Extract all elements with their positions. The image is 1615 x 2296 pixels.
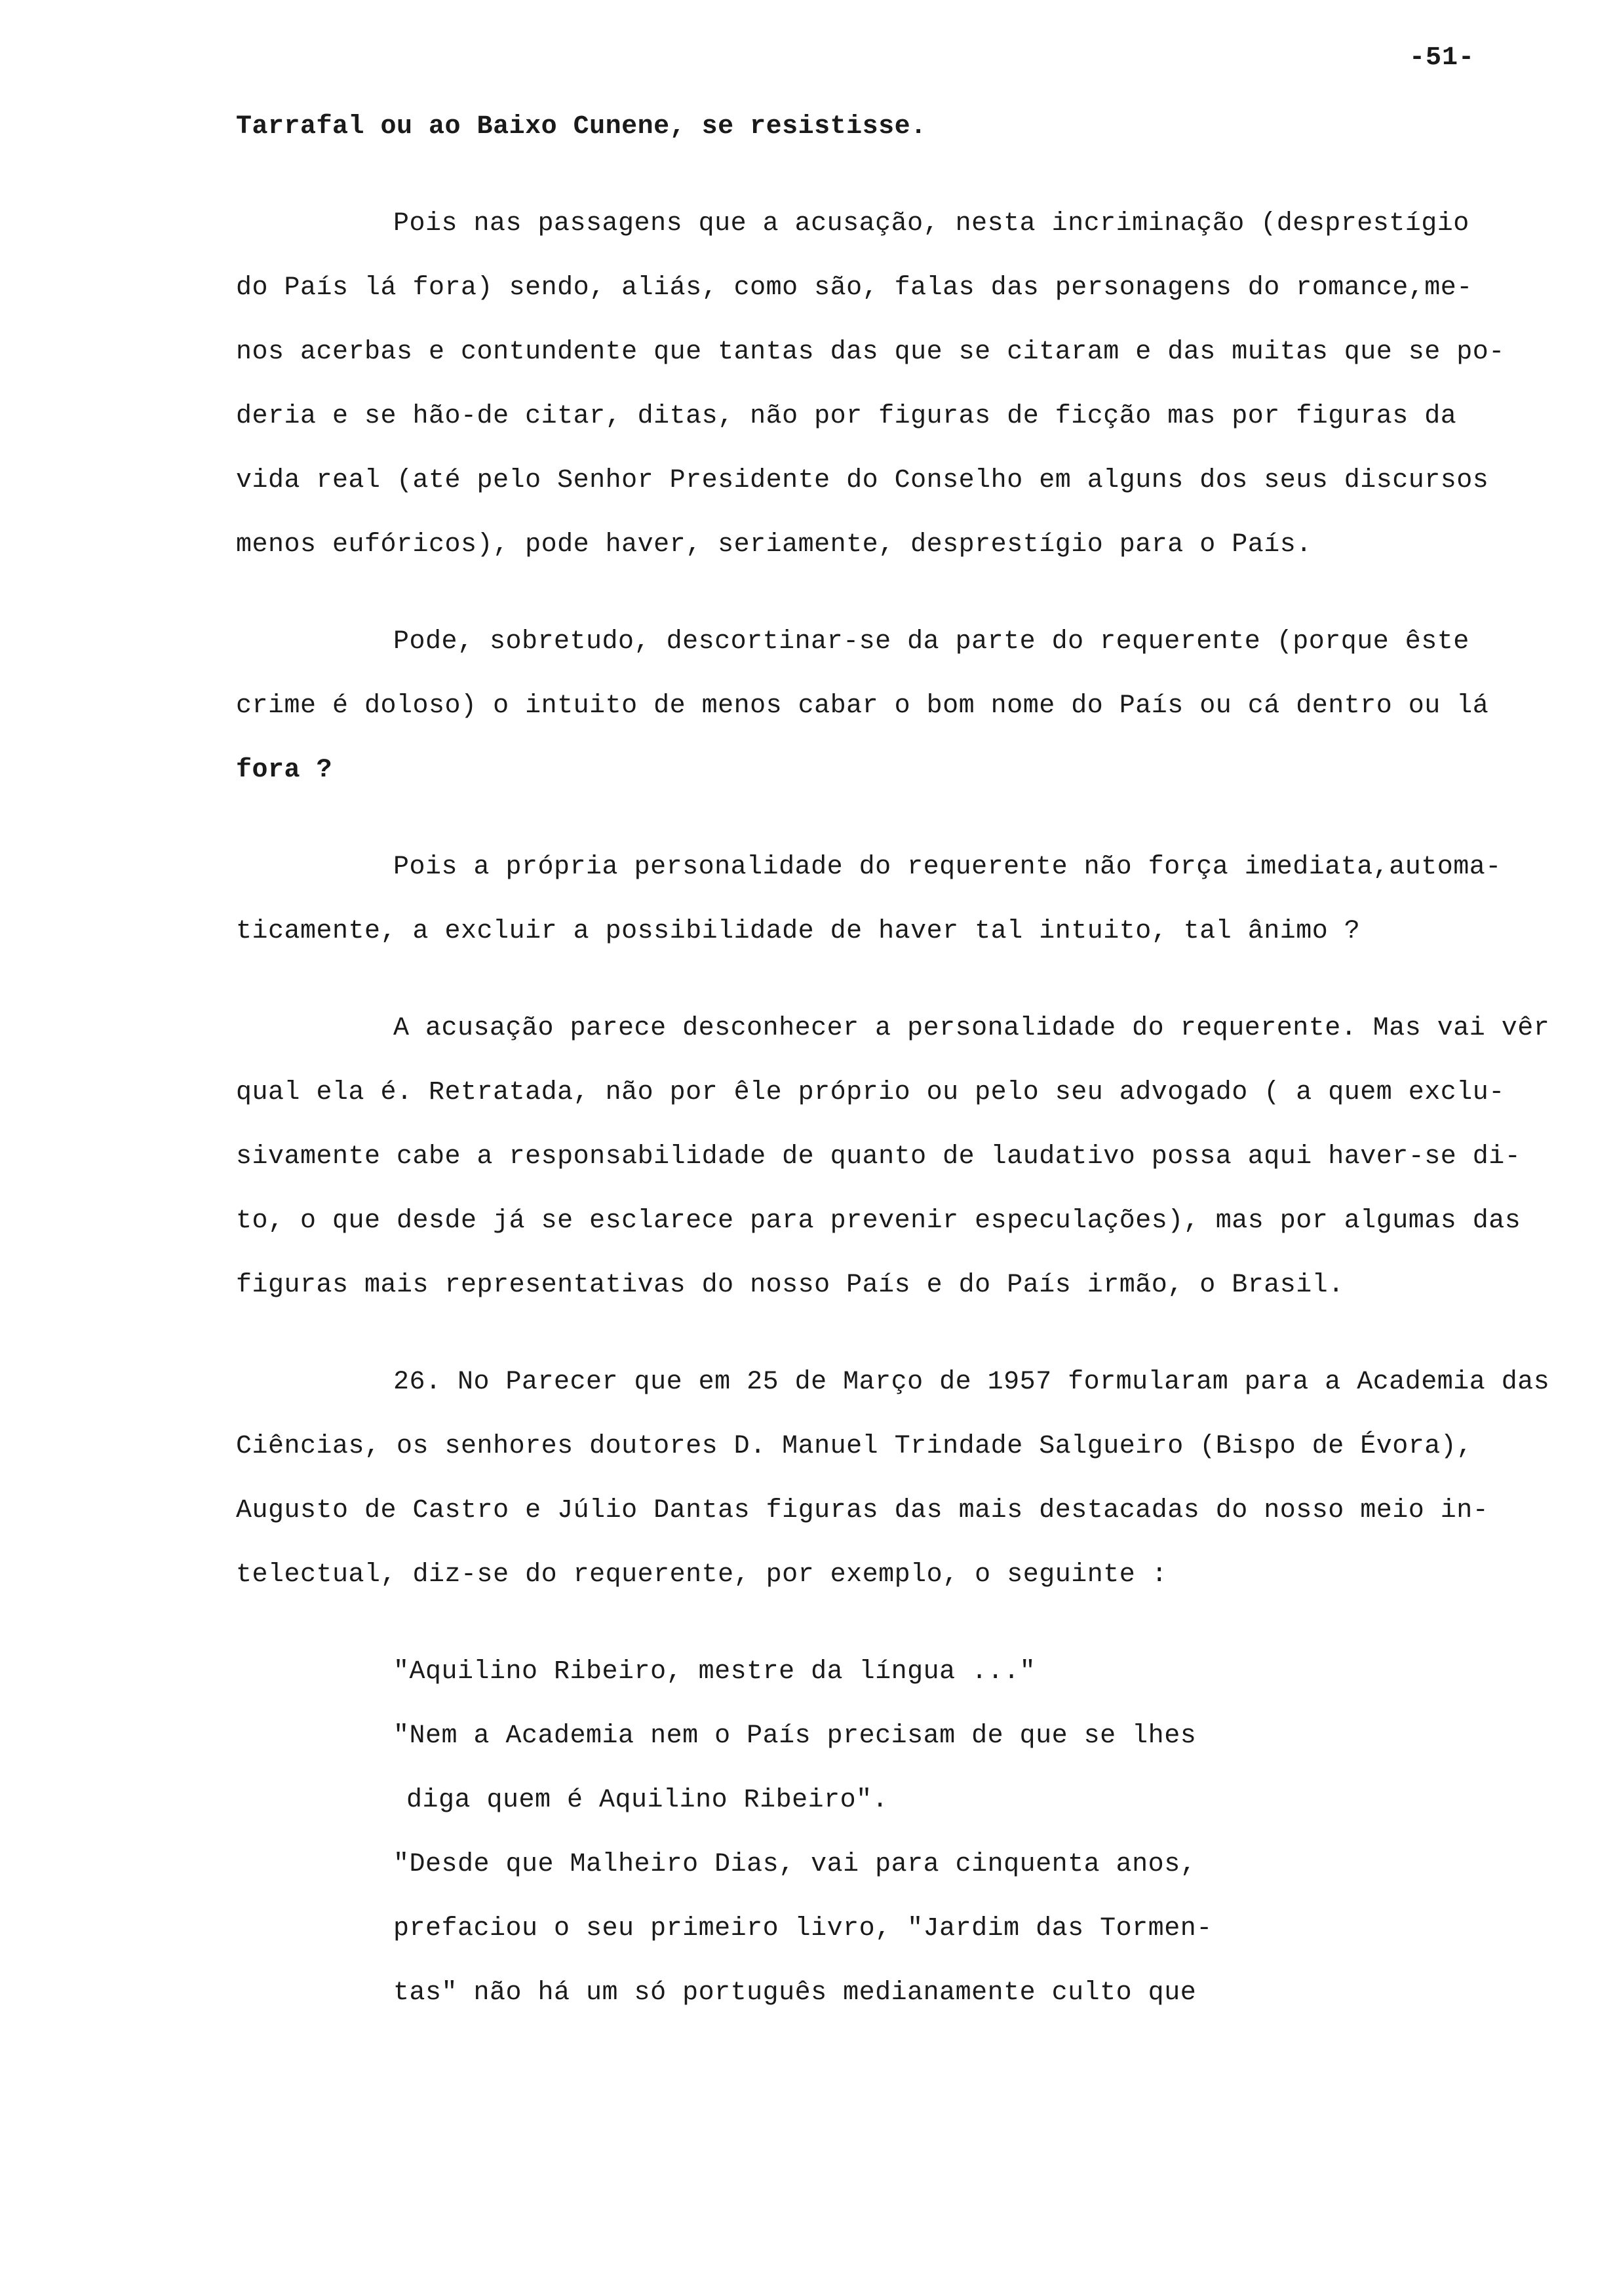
quote-line: diga quem é Aquilino Ribeiro". (406, 1786, 889, 1815)
text-line: vida real (até pelo Senhor Presidente do Conselho em alguns dos seus discursos (236, 466, 1489, 495)
quote-line: "Aquilino Ribeiro, mestre da língua ..." (393, 1657, 1036, 1687)
quote-line: tas" não há um só português medianamente culto que (393, 1978, 1197, 2008)
page-number: -51- (1409, 43, 1475, 73)
text-line: A acusação parece desconhecer a personalidade do requerente. Mas vai vêr (393, 1014, 1550, 1043)
text-line: fora ? (236, 756, 333, 785)
text-line: Pode, sobretudo, descortinar-se da parte do requerente (porque êste (393, 627, 1469, 657)
text-line: figuras mais representativas do nosso País e do País irmão, o Brasil. (236, 1271, 1344, 1300)
text-line: 26. No Parecer que em 25 de Março de 1957 formularam para a Academia das (393, 1368, 1550, 1397)
text-line: Augusto de Castro e Júlio Dantas figuras das mais destacadas do nosso meio in- (236, 1496, 1489, 1525)
text-line: nos acerbas e contundente que tantas das que se citaram e das muitas que se po- (236, 337, 1505, 367)
text-line: crime é doloso) o intuito de menos cabar o bom nome do País ou cá dentro ou lá (236, 691, 1489, 721)
text-line: deria e se hão-de citar, ditas, não por figuras de ficção mas por figuras da (236, 402, 1457, 431)
text-line: menos eufóricos), pode haver, seriamente, desprestígio para o País. (236, 530, 1312, 560)
text-line: do País lá fora) sendo, aliás, como são, falas das personagens do romance,me- (236, 273, 1473, 303)
text-line: sivamente cabe a responsabilidade de quanto de laudativo possa aqui haver-se di- (236, 1142, 1521, 1172)
text-line: to, o que desde já se esclarece para prevenir especulações), mas por algumas das (236, 1206, 1521, 1236)
text-line: qual ela é. Retratada, não por êle próprio ou pelo seu advogado ( a quem exclu- (236, 1078, 1505, 1107)
quote-line: prefaciou o seu primeiro livro, "Jardim das Tormen- (393, 1914, 1213, 1943)
text-line: Ciências, os senhores doutores D. Manuel Trindade Salgueiro (Bispo de Évora), (236, 1432, 1473, 1461)
text-line: Pois a própria personalidade do requerente não força imediata,automa- (393, 852, 1502, 882)
text-line: Tarrafal ou ao Baixo Cunene, se resistisse. (236, 112, 927, 142)
quote-line: "Desde que Malheiro Dias, vai para cinquenta anos, (393, 1850, 1197, 1879)
text-line: Pois nas passagens que a acusação, nesta incriminação (desprestígio (393, 209, 1469, 239)
text-line: ticamente, a excluir a possibilidade de haver tal intuito, tal ânimo ? (236, 917, 1361, 946)
text-line: telectual, diz-se do requerente, por exemplo, o seguinte : (236, 1560, 1168, 1590)
quote-line: "Nem a Academia nem o País precisam de que se lhes (393, 1721, 1197, 1751)
